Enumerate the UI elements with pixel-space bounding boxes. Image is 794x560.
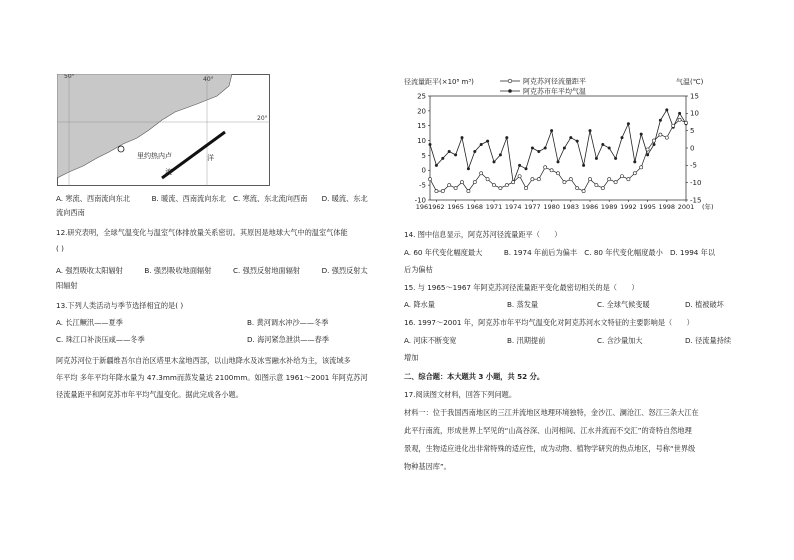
runoff-point [620,175,623,178]
runoff-point [448,184,451,187]
y-left-tick-label: 20 [417,107,426,116]
temperature-point [505,136,508,139]
q15-option-c: C. 全球气候变暖 [597,300,650,309]
temperature-point [531,147,534,150]
material-line3: 径流量距平和阿克苏市年平均气温变化。据此完成各小题。 [56,390,243,399]
runoff-point [428,178,431,181]
runoff-point [576,187,579,190]
ocean-current-map [57,74,270,186]
temperature-point [467,167,470,170]
q16-option-a: A. 河床不断变宽 [404,336,457,345]
legend-marker-temp [508,89,512,93]
temperature-point [659,119,662,122]
x-axis-suffix: (年) [702,203,714,211]
x-tick-label: 2001 [677,203,695,211]
temperature-point [646,153,649,156]
x-tick-label-start: 1961 [415,203,433,211]
runoff-point [473,181,476,184]
runoff-point [518,175,521,178]
temperature-point [614,157,617,160]
runoff-point [640,166,643,169]
runoff-point [556,172,559,175]
q17-stem: 17.阅读图文材料，回答下列问题。 [404,390,517,399]
x-tick-label: 1971 [485,203,503,211]
runoff-point [678,118,681,121]
q13-option-b: B. 黄河调水冲沙——冬季 [247,318,329,327]
runoff-point [499,187,502,190]
temperature-point [550,129,553,132]
q13-option-a: A. 长江鳜汛——夏季 [56,318,123,327]
chart-ylabel-right: 气温(℃) [676,78,704,86]
x-tick-label: 1992 [620,203,637,211]
material1-line4: 物种基因库”。 [404,462,451,471]
legend-label-temp: 阿克苏市年平均气温 [523,87,586,96]
y-left-tick-label: 5 [421,151,426,160]
q15-stem: 15. 与 1965～1967 年阿克苏河径流量距平变化最密切相关的是（ ） [404,283,639,292]
temperature-point [544,147,547,150]
x-tick-label: 1989 [600,203,618,211]
q14-options-line1: A. 60 年代变化幅度最大 B. 1974 年前后为偏丰 C. 80 年代变化幅度最小 D. 1994 年以 [404,248,716,257]
y-right-tick-label: 0 [690,144,695,153]
temperature-point [525,167,528,170]
y-right-tick-label: 5 [690,127,695,136]
material1-line1: 材料一：位于我国西南地区的三江并流地区地理环境独特，金沙江、澜沧江、怒江三条大江在 [404,408,699,417]
material-line2: 年平均 多年平均年降水量为 47.3mm而蒸发量达 2100mm。如图示意 1961～2001 年阿克苏河 [56,373,368,382]
temperature-point [563,147,566,150]
temperature-point [435,164,438,167]
temperature-point [601,143,604,146]
temperature-point [448,150,451,153]
temperature-point [499,153,502,156]
runoff-point [454,187,457,190]
y-left-tick-label: 10 [417,136,426,145]
sea-label-2: 流 [165,168,172,176]
runoff-point [512,181,515,184]
runoff-point [467,189,470,192]
temperature-point [486,140,489,143]
y-right-tick-label: 10 [690,109,699,118]
x-tick-label: 1968 [466,203,484,211]
temperature-point [480,143,483,146]
temperature-point [557,160,560,163]
q16-option-d-cont: 增加 [404,353,419,362]
temperature-point [608,147,611,150]
q15-option-b: B. 蒸发量 [507,300,539,309]
material-line1: 阿克苏河位于新疆维吾尔自治区塔里木盆地西部，以山地降水及冰雪融水补给为主，该流域多 [56,356,351,365]
runoff-point [524,187,527,190]
lat-label-2: 20° [257,115,268,122]
runoff-point [672,124,675,127]
runoff-point [492,184,495,187]
runoff-point [480,172,483,175]
runoff-point [595,184,598,187]
q11-options-line1: A. 寒流、西南流向东北 B. 暖流、西南流向东北 C. 寒流、东北流向西南 D. 暖流、东北 [56,194,368,203]
q16-stem: 16. 1997～2001 年，阿克苏市年平均气温变化对阿克苏河水文特征的主要影响是（ ） [404,318,694,327]
runoff-point [684,121,687,124]
lat-label: 50° [64,74,75,80]
x-tick-label: 1977 [524,203,541,211]
q16-option-c: C. 含沙量加大 [597,336,643,345]
x-tick-label: 1983 [562,203,580,211]
temperature-point [454,153,457,156]
temperature-point [576,140,579,143]
runoff-point [537,178,540,181]
legend-marker-runoff [508,79,512,83]
runoff-point [486,178,489,181]
temperature-point [640,133,643,136]
temperature-point [633,160,636,163]
runoff-point [665,136,668,139]
runoff-point [588,178,591,181]
y-right-tick-label: -15 [690,196,702,205]
city-label: 里约热内卢 [137,152,172,160]
x-tick-label: 1998 [658,203,676,211]
q12-options-line2: 阳辐射 [56,281,78,290]
temperature-point [493,160,496,163]
y-left-tick-label: 0 [421,166,426,175]
temperature-point [569,136,572,139]
runoff-point [646,148,649,151]
material1-line2: 此平行南流，形成世界上罕见的“山高谷深、山河相间、江水并流而不交汇”的奇特自然地理 [404,426,692,435]
temperature-point [582,164,585,167]
q13-option-d: D. 海河紧急泄洪——春季 [247,335,329,344]
runoff-point [460,181,463,184]
sea-label-1: 洋 [207,154,214,162]
q14-options-line2: 后为偏枯 [404,265,433,274]
runoff-point [582,189,585,192]
q15-option-d: D. 植被破坏 [685,300,724,309]
q14-stem: 14. 图中信息显示，阿克苏河径流量距平（ ） [404,230,562,239]
runoff-point [633,172,636,175]
q15-option-a: A. 降水量 [404,300,435,309]
runoff-point [614,181,617,184]
q13-stem: 13.下列人类活动与季节选择相宜的是( ) [56,301,184,310]
x-tick-label: 1965 [447,203,464,211]
q13-option-c: C. 珠江口补淡压咸——冬季 [56,335,145,344]
q16-option-d: D. 径流量持续 [685,336,732,345]
temperature-point [678,112,681,115]
chart-ylabel-left: 径流量距平(×10⁸ m³) [404,78,474,86]
runoff-point [652,139,655,142]
y-right-tick-label: -5 [690,161,697,170]
temperature-point [595,157,598,160]
temperature-point [627,122,630,125]
temperature-point [621,136,624,139]
y-right-tick-label: -10 [690,179,702,188]
temperature-point [441,157,444,160]
q12-stem-line2: ( ) [56,244,64,253]
x-tick-label: 1974 [504,203,522,211]
runoff-point [435,189,438,192]
temperature-point [537,150,540,153]
temperature-point [653,143,656,146]
x-tick-label: 1980 [543,203,560,211]
temperature-point [461,136,464,139]
x-tick-label: 1995 [639,203,656,211]
runoff-point [550,169,553,172]
q16-option-b: B. 汛期提前 [507,336,546,345]
x-tick-label: 1962 [428,203,445,211]
y-left-tick-label: -5 [419,181,426,190]
temperature-point [473,150,476,153]
temperature-point [518,164,521,167]
q11-options-line2: 流向西南 [56,208,85,217]
y-left-tick-label: -10 [414,196,426,205]
runoff-point [441,189,444,192]
lon-label: 40° [203,76,214,83]
temperature-point [429,143,432,146]
legend-label-runoff: 阿克苏河径流量距平 [523,77,586,86]
runoff-point [569,178,572,181]
temperature-point [589,129,592,132]
runoff-point [505,184,508,187]
runoff-point [544,166,547,169]
runoff-point [608,178,611,181]
material1-line3: 景观，生物适应进化出非常特殊的适应性，成为动物、植物学研究的热点地区，号称“世界级 [404,444,696,453]
y-right-tick-label: 15 [690,92,699,101]
temperature-point [665,108,668,111]
city-marker-icon [118,146,124,152]
runoff-point [563,181,566,184]
x-tick-label: 1986 [581,203,599,211]
q12-stem-line1: 12.研究表明，全球气温变化与温室气体排放量关系密切。其原因是地球大气中的温室气体能 [56,228,348,237]
section-title: 二、综合题：本大题共 3 小题，共 52 分。 [404,372,545,381]
y-left-tick-label: 15 [417,122,426,131]
q12-options-line1: A. 强烈吸收太阳辐射 B. 强烈吸收地面辐射 C. 强烈反射地面辐射 D. 强烈反射太 [56,266,368,275]
runoff-point [659,133,662,136]
y-left-tick-label: 25 [417,92,426,101]
runoff-point [601,187,604,190]
runoff-point [531,178,534,181]
runoff-temperature-chart [400,74,720,220]
runoff-point [627,178,630,181]
